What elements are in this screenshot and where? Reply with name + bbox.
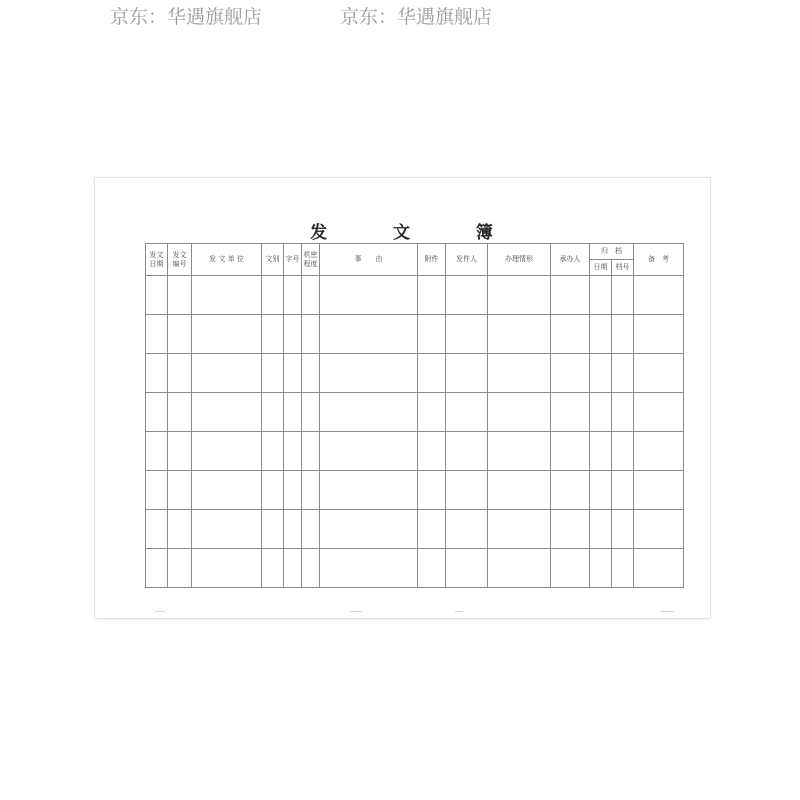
table-cell bbox=[418, 471, 446, 510]
title-char: 簿 bbox=[475, 223, 495, 243]
table-cell bbox=[320, 315, 418, 354]
table-cell bbox=[634, 510, 684, 549]
table-cell bbox=[551, 315, 590, 354]
table-cell bbox=[262, 276, 284, 315]
header-attachment: 附件 bbox=[418, 244, 446, 276]
table-cell bbox=[262, 549, 284, 588]
table-cell bbox=[168, 510, 192, 549]
table-cell bbox=[418, 354, 446, 393]
table-cell bbox=[488, 510, 551, 549]
table-cell bbox=[446, 354, 488, 393]
table-cell bbox=[634, 315, 684, 354]
table-cell bbox=[446, 510, 488, 549]
table-cell bbox=[612, 510, 634, 549]
ledger-body bbox=[146, 276, 684, 588]
form-title bbox=[95, 218, 710, 243]
ledger-sheet bbox=[95, 178, 710, 618]
header-char-no: 字号 bbox=[284, 244, 302, 276]
title-char: 发 bbox=[310, 223, 330, 243]
table-cell bbox=[612, 471, 634, 510]
table-cell bbox=[488, 471, 551, 510]
table-cell bbox=[320, 276, 418, 315]
table-cell bbox=[262, 510, 284, 549]
header-archive-date: 日期 bbox=[590, 260, 612, 276]
table-cell bbox=[590, 432, 612, 471]
header-handler: 承办人 bbox=[551, 244, 590, 276]
table-cell bbox=[488, 549, 551, 588]
header-archive-number: 档号 bbox=[612, 260, 634, 276]
table-cell bbox=[551, 393, 590, 432]
table-cell bbox=[590, 276, 612, 315]
table-cell bbox=[634, 471, 684, 510]
table-cell bbox=[634, 393, 684, 432]
table-cell bbox=[146, 510, 168, 549]
table-cell bbox=[302, 354, 320, 393]
table-cell bbox=[320, 510, 418, 549]
dispatch-register-table bbox=[145, 243, 684, 588]
table-cell bbox=[590, 471, 612, 510]
table-cell bbox=[551, 432, 590, 471]
table-cell bbox=[612, 276, 634, 315]
table-cell bbox=[418, 276, 446, 315]
table-row bbox=[146, 354, 684, 393]
table-cell bbox=[446, 393, 488, 432]
table-cell bbox=[418, 315, 446, 354]
table-cell bbox=[590, 315, 612, 354]
table-cell bbox=[446, 471, 488, 510]
table-cell bbox=[262, 471, 284, 510]
table-cell bbox=[446, 432, 488, 471]
table-cell bbox=[302, 315, 320, 354]
table-cell bbox=[192, 549, 262, 588]
table-cell bbox=[192, 471, 262, 510]
header-remarks: 备 考 bbox=[634, 244, 684, 276]
table-cell bbox=[302, 471, 320, 510]
table-cell bbox=[612, 315, 634, 354]
table-cell bbox=[262, 354, 284, 393]
table-cell bbox=[488, 276, 551, 315]
table-cell bbox=[612, 393, 634, 432]
table-cell bbox=[634, 432, 684, 471]
table-cell bbox=[418, 549, 446, 588]
table-cell bbox=[192, 276, 262, 315]
table-cell bbox=[446, 549, 488, 588]
header-row bbox=[146, 244, 684, 260]
table-cell bbox=[302, 510, 320, 549]
table-cell bbox=[284, 549, 302, 588]
header-archive: 归 档 bbox=[590, 244, 634, 260]
table-cell bbox=[168, 549, 192, 588]
table-row bbox=[146, 315, 684, 354]
table-cell bbox=[302, 276, 320, 315]
table-cell bbox=[551, 549, 590, 588]
table-cell bbox=[284, 432, 302, 471]
table-cell bbox=[488, 354, 551, 393]
header-doc-type: 文别 bbox=[262, 244, 284, 276]
table-cell bbox=[418, 432, 446, 471]
table-cell bbox=[284, 393, 302, 432]
table-cell bbox=[634, 276, 684, 315]
header-sender: 发件人 bbox=[446, 244, 488, 276]
header-handling: 办理情形 bbox=[488, 244, 551, 276]
table-cell bbox=[320, 393, 418, 432]
watermark-text: 京东：华遇旗舰店 bbox=[110, 6, 263, 28]
table-cell bbox=[320, 432, 418, 471]
table-cell bbox=[612, 354, 634, 393]
watermark-bar bbox=[0, 0, 800, 34]
table-row bbox=[146, 549, 684, 588]
table-cell bbox=[284, 354, 302, 393]
header-send-unit: 发 文 单 位 bbox=[192, 244, 262, 276]
table-cell bbox=[168, 432, 192, 471]
table-cell bbox=[262, 432, 284, 471]
table-cell bbox=[320, 549, 418, 588]
table-row bbox=[146, 276, 684, 315]
table-cell bbox=[262, 393, 284, 432]
table-cell bbox=[590, 510, 612, 549]
table-row bbox=[146, 393, 684, 432]
table-cell bbox=[551, 354, 590, 393]
table-cell bbox=[192, 393, 262, 432]
header-secrecy: 机密 程度 bbox=[302, 244, 320, 276]
table-cell bbox=[551, 471, 590, 510]
table-cell bbox=[192, 510, 262, 549]
table-cell bbox=[262, 315, 284, 354]
table-cell bbox=[146, 549, 168, 588]
table-cell bbox=[284, 471, 302, 510]
table-cell bbox=[284, 315, 302, 354]
table-cell bbox=[612, 432, 634, 471]
table-cell bbox=[168, 393, 192, 432]
header-send-date: 发文 日期 bbox=[146, 244, 168, 276]
table-cell bbox=[488, 432, 551, 471]
header-subject: 事 由 bbox=[320, 244, 418, 276]
table-row bbox=[146, 510, 684, 549]
table-cell bbox=[168, 471, 192, 510]
table-cell bbox=[590, 393, 612, 432]
table-cell bbox=[488, 393, 551, 432]
table-cell bbox=[146, 315, 168, 354]
table-cell bbox=[302, 393, 320, 432]
table-cell bbox=[320, 471, 418, 510]
table-cell bbox=[551, 510, 590, 549]
table-cell bbox=[302, 549, 320, 588]
table-row bbox=[146, 432, 684, 471]
table-cell bbox=[634, 354, 684, 393]
table-cell bbox=[192, 354, 262, 393]
table-cell bbox=[446, 315, 488, 354]
table-cell bbox=[284, 276, 302, 315]
table-cell bbox=[168, 315, 192, 354]
table-cell bbox=[320, 354, 418, 393]
table-cell bbox=[146, 471, 168, 510]
table-cell bbox=[590, 354, 612, 393]
table-cell bbox=[488, 315, 551, 354]
table-cell bbox=[168, 354, 192, 393]
table-cell bbox=[146, 432, 168, 471]
table-cell bbox=[168, 276, 192, 315]
table-cell bbox=[146, 393, 168, 432]
table-row bbox=[146, 471, 684, 510]
watermark-text: 京东：华遇旗舰店 bbox=[340, 6, 493, 28]
title-char: 文 bbox=[393, 223, 412, 243]
table-cell bbox=[634, 549, 684, 588]
table-cell bbox=[284, 510, 302, 549]
table-cell bbox=[612, 549, 634, 588]
table-cell bbox=[418, 393, 446, 432]
table-cell bbox=[192, 315, 262, 354]
table-cell bbox=[551, 276, 590, 315]
table-cell bbox=[146, 354, 168, 393]
header-send-number: 发文 编号 bbox=[168, 244, 192, 276]
table-cell bbox=[418, 510, 446, 549]
table-cell bbox=[146, 276, 168, 315]
table-cell bbox=[446, 276, 488, 315]
table-cell bbox=[192, 432, 262, 471]
table-cell bbox=[590, 549, 612, 588]
table-cell bbox=[302, 432, 320, 471]
